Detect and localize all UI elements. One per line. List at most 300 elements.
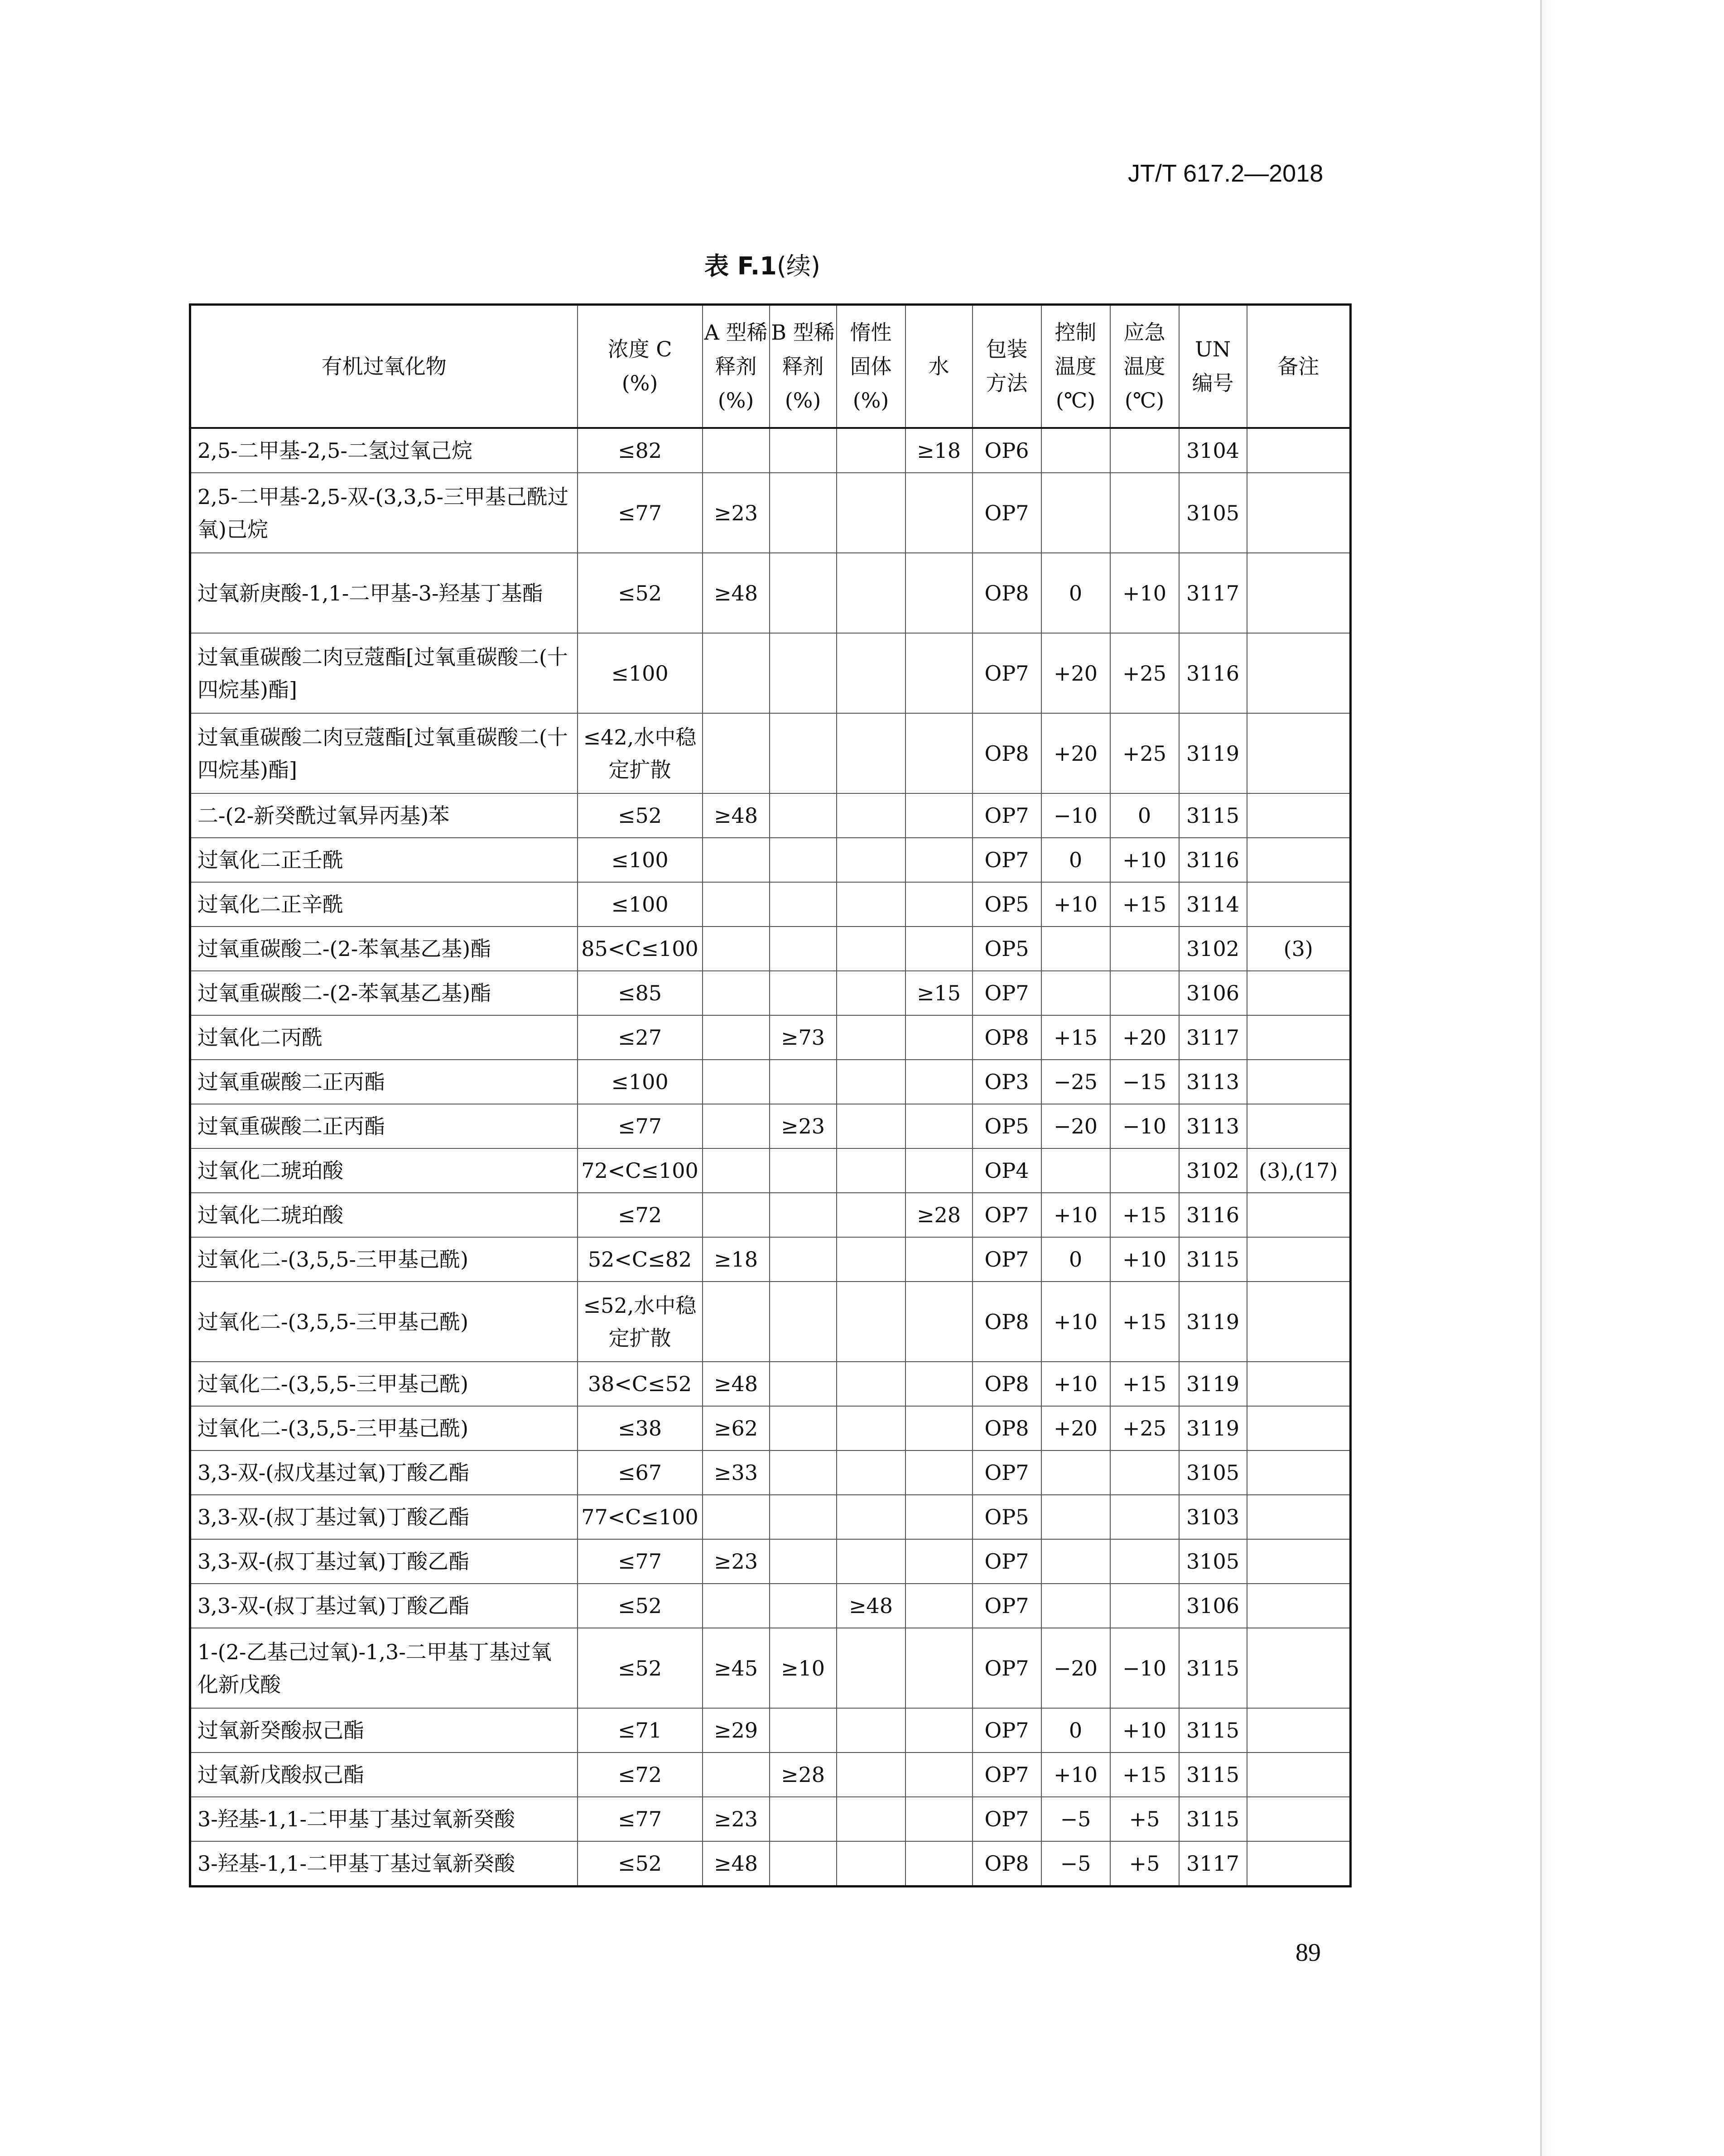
- cell-control-temp: +10: [1041, 882, 1110, 927]
- cell-water: [905, 793, 973, 838]
- cell-peroxide-name: 3,3-双-(叔戊基过氧)丁酸乙酯: [190, 1450, 578, 1495]
- cell-diluent-b: [770, 838, 837, 882]
- cell-control-temp: [1041, 1584, 1110, 1628]
- cell-remarks: [1247, 1450, 1351, 1495]
- header-control-temp: 控制 温度 (℃): [1041, 305, 1110, 428]
- cell-packing-method: OP8: [973, 1362, 1041, 1406]
- cell-packing-method: OP8: [973, 553, 1041, 633]
- cell-remarks: [1247, 713, 1351, 793]
- cell-inert-solid: [837, 793, 905, 838]
- cell-diluent-a: ≥18: [703, 1237, 770, 1282]
- cell-concentration: ≤77: [578, 1104, 703, 1148]
- cell-packing-method: OP7: [973, 473, 1041, 553]
- cell-peroxide-name: 过氧化二正壬酰: [190, 838, 578, 882]
- header-packing-method: 包装 方法: [973, 305, 1041, 428]
- cell-remarks: [1247, 1282, 1351, 1362]
- cell-diluent-b: [770, 713, 837, 793]
- cell-packing-method: OP7: [973, 838, 1041, 882]
- cell-packing-method: OP5: [973, 1495, 1041, 1539]
- cell-remarks: [1247, 1104, 1351, 1148]
- cell-un-number: 3104: [1179, 428, 1247, 473]
- cell-inert-solid: [837, 1362, 905, 1406]
- cell-remarks: [1247, 553, 1351, 633]
- table-row: [190, 428, 1351, 473]
- cell-inert-solid: [837, 1841, 905, 1887]
- cell-un-number: 3106: [1179, 971, 1247, 1015]
- table-caption-suffix: (续): [776, 252, 820, 280]
- cell-peroxide-name: 过氧重碳酸二-(2-苯氧基乙基)酯: [190, 927, 578, 971]
- cell-diluent-b: [770, 1060, 837, 1104]
- cell-packing-method: OP6: [973, 428, 1041, 473]
- cell-control-temp: +20: [1041, 1406, 1110, 1450]
- cell-remarks: [1247, 633, 1351, 713]
- cell-diluent-b: [770, 882, 837, 927]
- cell-concentration: 52<C≤82: [578, 1237, 703, 1282]
- cell-concentration: ≤52,水中稳定扩散: [578, 1282, 703, 1362]
- cell-emergency-temp: +15: [1110, 1282, 1179, 1362]
- cell-diluent-a: ≥48: [703, 1362, 770, 1406]
- cell-inert-solid: [837, 1282, 905, 1362]
- cell-concentration: ≤52: [578, 1584, 703, 1628]
- cell-remarks: [1247, 838, 1351, 882]
- table-row: [190, 1406, 1351, 1450]
- cell-diluent-b: [770, 473, 837, 553]
- cell-control-temp: [1041, 1148, 1110, 1193]
- cell-peroxide-name: 过氧新癸酸叔己酯: [190, 1708, 578, 1753]
- cell-un-number: 3115: [1179, 1237, 1247, 1282]
- cell-water: [905, 927, 973, 971]
- cell-water: ≥18: [905, 428, 973, 473]
- cell-control-temp: 0: [1041, 838, 1110, 882]
- header-un-number: UN 编号: [1179, 305, 1247, 428]
- table-body: [190, 428, 1351, 1887]
- table-row: [190, 633, 1351, 713]
- table-row: [190, 793, 1351, 838]
- cell-control-temp: [1041, 927, 1110, 971]
- cell-diluent-a: [703, 1282, 770, 1362]
- cell-un-number: 3115: [1179, 1708, 1247, 1753]
- cell-control-temp: −10: [1041, 793, 1110, 838]
- cell-emergency-temp: +25: [1110, 1406, 1179, 1450]
- table-row: [190, 1015, 1351, 1060]
- cell-inert-solid: [837, 838, 905, 882]
- cell-emergency-temp: +5: [1110, 1797, 1179, 1841]
- cell-diluent-a: ≥48: [703, 553, 770, 633]
- cell-packing-method: OP7: [973, 1753, 1041, 1797]
- cell-packing-method: OP8: [973, 1406, 1041, 1450]
- cell-packing-method: OP7: [973, 1193, 1041, 1237]
- table-row: [190, 713, 1351, 793]
- cell-control-temp: [1041, 1539, 1110, 1584]
- cell-inert-solid: [837, 473, 905, 553]
- cell-un-number: 3102: [1179, 927, 1247, 971]
- table-row: [190, 927, 1351, 971]
- cell-concentration: ≤52: [578, 793, 703, 838]
- table-row: [190, 971, 1351, 1015]
- cell-water: [905, 553, 973, 633]
- header-row: [190, 305, 1351, 428]
- cell-concentration: ≤100: [578, 1060, 703, 1104]
- cell-peroxide-name: 过氧重碳酸二肉豆蔻酯[过氧重碳酸二(十四烷基)酯]: [190, 713, 578, 793]
- cell-un-number: 3114: [1179, 882, 1247, 927]
- cell-un-number: 3105: [1179, 473, 1247, 553]
- cell-control-temp: +20: [1041, 713, 1110, 793]
- cell-diluent-a: [703, 1753, 770, 1797]
- cell-diluent-a: [703, 1148, 770, 1193]
- table-row: [190, 1753, 1351, 1797]
- cell-water: [905, 1628, 973, 1708]
- table-row: [190, 1148, 1351, 1193]
- cell-peroxide-name: 2,5-二甲基-2,5-双-(3,3,5-三甲基己酰过氧)己烷: [190, 473, 578, 553]
- cell-diluent-a: ≥62: [703, 1406, 770, 1450]
- cell-packing-method: OP7: [973, 1539, 1041, 1584]
- cell-packing-method: OP4: [973, 1148, 1041, 1193]
- table-row: [190, 1495, 1351, 1539]
- cell-diluent-a: ≥48: [703, 793, 770, 838]
- cell-water: [905, 1282, 973, 1362]
- cell-un-number: 3119: [1179, 713, 1247, 793]
- cell-un-number: 3119: [1179, 1362, 1247, 1406]
- cell-packing-method: OP5: [973, 1104, 1041, 1148]
- cell-un-number: 3116: [1179, 838, 1247, 882]
- cell-peroxide-name: 过氧重碳酸二正丙酯: [190, 1060, 578, 1104]
- cell-concentration: ≤100: [578, 633, 703, 713]
- cell-peroxide-name: 二-(2-新癸酰过氧异丙基)苯: [190, 793, 578, 838]
- table-row: [190, 1193, 1351, 1237]
- cell-remarks: [1247, 882, 1351, 927]
- table-row: [190, 1708, 1351, 1753]
- cell-inert-solid: [837, 1237, 905, 1282]
- header-concentration: 浓度 C (%): [578, 305, 703, 428]
- cell-un-number: 3105: [1179, 1450, 1247, 1495]
- cell-diluent-a: [703, 927, 770, 971]
- cell-concentration: 38<C≤52: [578, 1362, 703, 1406]
- cell-remarks: [1247, 1406, 1351, 1450]
- cell-packing-method: OP7: [973, 793, 1041, 838]
- table-row: [190, 1282, 1351, 1362]
- cell-control-temp: [1041, 1495, 1110, 1539]
- cell-un-number: 3115: [1179, 1753, 1247, 1797]
- header-diluent-a: A 型稀 释剂 (%): [703, 305, 770, 428]
- cell-control-temp: 0: [1041, 1708, 1110, 1753]
- cell-diluent-b: [770, 927, 837, 971]
- cell-emergency-temp: +10: [1110, 1237, 1179, 1282]
- cell-emergency-temp: +10: [1110, 1708, 1179, 1753]
- cell-peroxide-name: 过氧化二丙酰: [190, 1015, 578, 1060]
- cell-packing-method: OP5: [973, 927, 1041, 971]
- cell-diluent-b: ≥28: [770, 1753, 837, 1797]
- header-peroxide: 有机过氧化物: [190, 305, 578, 428]
- cell-packing-method: OP8: [973, 713, 1041, 793]
- cell-emergency-temp: +10: [1110, 553, 1179, 633]
- cell-remarks: [1247, 473, 1351, 553]
- cell-remarks: [1247, 1539, 1351, 1584]
- cell-diluent-a: [703, 713, 770, 793]
- cell-water: [905, 1362, 973, 1406]
- cell-emergency-temp: [1110, 428, 1179, 473]
- cell-diluent-a: [703, 1104, 770, 1148]
- cell-peroxide-name: 3-羟基-1,1-二甲基丁基过氧新癸酸: [190, 1797, 578, 1841]
- cell-un-number: 3105: [1179, 1539, 1247, 1584]
- table-row: [190, 1841, 1351, 1887]
- cell-water: [905, 882, 973, 927]
- cell-water: [905, 1495, 973, 1539]
- cell-concentration: ≤72: [578, 1753, 703, 1797]
- cell-peroxide-name: 过氧化二正辛酰: [190, 882, 578, 927]
- cell-water: [905, 1708, 973, 1753]
- cell-water: [905, 1753, 973, 1797]
- cell-peroxide-name: 过氧化二琥珀酸: [190, 1193, 578, 1237]
- cell-inert-solid: [837, 1104, 905, 1148]
- cell-emergency-temp: +15: [1110, 1193, 1179, 1237]
- cell-diluent-b: [770, 1450, 837, 1495]
- cell-inert-solid: [837, 882, 905, 927]
- cell-remarks: [1247, 1495, 1351, 1539]
- cell-peroxide-name: 过氧化二-(3,5,5-三甲基己酰): [190, 1362, 578, 1406]
- cell-diluent-a: [703, 838, 770, 882]
- cell-peroxide-name: 3,3-双-(叔丁基过氧)丁酸乙酯: [190, 1584, 578, 1628]
- cell-inert-solid: [837, 1539, 905, 1584]
- cell-inert-solid: [837, 1015, 905, 1060]
- cell-control-temp: −5: [1041, 1841, 1110, 1887]
- cell-diluent-b: [770, 1362, 837, 1406]
- cell-peroxide-name: 2,5-二甲基-2,5-二氢过氧己烷: [190, 428, 578, 473]
- cell-diluent-b: [770, 1841, 837, 1887]
- cell-emergency-temp: [1110, 971, 1179, 1015]
- cell-remarks: [1247, 1193, 1351, 1237]
- cell-peroxide-name: 过氧化二琥珀酸: [190, 1148, 578, 1193]
- table-row: [190, 1797, 1351, 1841]
- cell-concentration: ≤100: [578, 838, 703, 882]
- page-number: 89: [1295, 1939, 1321, 1967]
- cell-control-temp: −20: [1041, 1104, 1110, 1148]
- cell-remarks: [1247, 1841, 1351, 1887]
- cell-concentration: ≤72: [578, 1193, 703, 1237]
- cell-concentration: ≤77: [578, 1797, 703, 1841]
- cell-packing-method: OP7: [973, 971, 1041, 1015]
- cell-inert-solid: [837, 1495, 905, 1539]
- cell-diluent-a: ≥23: [703, 473, 770, 553]
- cell-water: [905, 1148, 973, 1193]
- cell-control-temp: +15: [1041, 1015, 1110, 1060]
- cell-inert-solid: [837, 971, 905, 1015]
- cell-concentration: 72<C≤100: [578, 1148, 703, 1193]
- cell-peroxide-name: 过氧重碳酸二正丙酯: [190, 1104, 578, 1148]
- table-caption: [704, 247, 820, 282]
- cell-control-temp: [1041, 971, 1110, 1015]
- cell-packing-method: OP7: [973, 1708, 1041, 1753]
- cell-concentration: ≤52: [578, 1841, 703, 1887]
- cell-diluent-b: [770, 633, 837, 713]
- cell-peroxide-name: 3-羟基-1,1-二甲基丁基过氧新癸酸: [190, 1841, 578, 1887]
- cell-packing-method: OP7: [973, 1584, 1041, 1628]
- cell-remarks: [1247, 793, 1351, 838]
- cell-concentration: ≤52: [578, 1628, 703, 1708]
- cell-remarks: (3),(17): [1247, 1148, 1351, 1193]
- cell-emergency-temp: +15: [1110, 1753, 1179, 1797]
- cell-emergency-temp: +10: [1110, 838, 1179, 882]
- cell-emergency-temp: [1110, 927, 1179, 971]
- table-row: [190, 1104, 1351, 1148]
- table-row: [190, 1584, 1351, 1628]
- cell-water: [905, 1104, 973, 1148]
- cell-diluent-a: ≥29: [703, 1708, 770, 1753]
- cell-diluent-b: [770, 1797, 837, 1841]
- header-diluent-b: B 型稀 释剂 (%): [770, 305, 837, 428]
- cell-water: [905, 1060, 973, 1104]
- cell-inert-solid: [837, 553, 905, 633]
- cell-emergency-temp: +25: [1110, 633, 1179, 713]
- cell-packing-method: OP7: [973, 1797, 1041, 1841]
- cell-control-temp: +10: [1041, 1282, 1110, 1362]
- cell-emergency-temp: [1110, 473, 1179, 553]
- cell-diluent-a: [703, 633, 770, 713]
- cell-concentration: ≤38: [578, 1406, 703, 1450]
- cell-remarks: [1247, 1628, 1351, 1708]
- cell-un-number: 3116: [1179, 1193, 1247, 1237]
- cell-control-temp: +10: [1041, 1362, 1110, 1406]
- cell-remarks: [1247, 1060, 1351, 1104]
- table-row: [190, 1450, 1351, 1495]
- cell-diluent-a: ≥48: [703, 1841, 770, 1887]
- cell-peroxide-name: 过氧化二-(3,5,5-三甲基己酰): [190, 1406, 578, 1450]
- cell-water: ≥28: [905, 1193, 973, 1237]
- cell-concentration: ≤52: [578, 553, 703, 633]
- cell-control-temp: +20: [1041, 633, 1110, 713]
- cell-remarks: [1247, 428, 1351, 473]
- cell-remarks: [1247, 971, 1351, 1015]
- cell-diluent-a: ≥45: [703, 1628, 770, 1708]
- cell-control-temp: −20: [1041, 1628, 1110, 1708]
- cell-emergency-temp: [1110, 1584, 1179, 1628]
- cell-peroxide-name: 过氧重碳酸二-(2-苯氧基乙基)酯: [190, 971, 578, 1015]
- table-row: [190, 1060, 1351, 1104]
- cell-water: [905, 633, 973, 713]
- cell-control-temp: 0: [1041, 1237, 1110, 1282]
- cell-packing-method: OP8: [973, 1015, 1041, 1060]
- cell-diluent-a: ≥23: [703, 1797, 770, 1841]
- cell-emergency-temp: [1110, 1539, 1179, 1584]
- cell-concentration: ≤77: [578, 473, 703, 553]
- cell-water: [905, 1539, 973, 1584]
- cell-diluent-b: [770, 553, 837, 633]
- cell-inert-solid: [837, 633, 905, 713]
- cell-emergency-temp: +25: [1110, 713, 1179, 793]
- cell-inert-solid: [837, 927, 905, 971]
- cell-peroxide-name: 1-(2-乙基己过氧)-1,3-二甲基丁基过氧化新戊酸: [190, 1628, 578, 1708]
- document-id: JT/T 617.2—2018: [1128, 160, 1324, 187]
- cell-remarks: [1247, 1708, 1351, 1753]
- cell-emergency-temp: +20: [1110, 1015, 1179, 1060]
- cell-water: [905, 713, 973, 793]
- cell-packing-method: OP7: [973, 1450, 1041, 1495]
- cell-diluent-b: [770, 1193, 837, 1237]
- cell-concentration: ≤67: [578, 1450, 703, 1495]
- cell-emergency-temp: 0: [1110, 793, 1179, 838]
- cell-water: [905, 838, 973, 882]
- cell-un-number: 3116: [1179, 633, 1247, 713]
- cell-diluent-b: [770, 971, 837, 1015]
- table-row: [190, 882, 1351, 927]
- cell-control-temp: +10: [1041, 1753, 1110, 1797]
- cell-peroxide-name: 3,3-双-(叔丁基过氧)丁酸乙酯: [190, 1539, 578, 1584]
- cell-concentration: ≤71: [578, 1708, 703, 1753]
- cell-un-number: 3115: [1179, 1628, 1247, 1708]
- cell-diluent-a: [703, 1584, 770, 1628]
- cell-emergency-temp: [1110, 1495, 1179, 1539]
- cell-inert-solid: [837, 1708, 905, 1753]
- cell-concentration: ≤42,水中稳定扩散: [578, 713, 703, 793]
- cell-remarks: [1247, 1237, 1351, 1282]
- cell-remarks: [1247, 1753, 1351, 1797]
- cell-emergency-temp: −10: [1110, 1104, 1179, 1148]
- cell-emergency-temp: +15: [1110, 882, 1179, 927]
- cell-water: [905, 1584, 973, 1628]
- cell-inert-solid: [837, 1450, 905, 1495]
- cell-diluent-b: [770, 1237, 837, 1282]
- header-emergency-temp: 应急 温度 (℃): [1110, 305, 1179, 428]
- cell-water: [905, 1237, 973, 1282]
- cell-un-number: 3102: [1179, 1148, 1247, 1193]
- cell-packing-method: OP3: [973, 1060, 1041, 1104]
- peroxide-table: [189, 303, 1352, 1887]
- cell-water: ≥15: [905, 971, 973, 1015]
- cell-diluent-b: [770, 1406, 837, 1450]
- cell-concentration: ≤82: [578, 428, 703, 473]
- cell-water: [905, 1406, 973, 1450]
- cell-packing-method: OP7: [973, 633, 1041, 713]
- cell-remarks: [1247, 1584, 1351, 1628]
- cell-inert-solid: [837, 1060, 905, 1104]
- cell-diluent-b: ≥23: [770, 1104, 837, 1148]
- cell-diluent-b: [770, 793, 837, 838]
- cell-control-temp: [1041, 1450, 1110, 1495]
- cell-control-temp: −5: [1041, 1797, 1110, 1841]
- cell-packing-method: OP7: [973, 1628, 1041, 1708]
- cell-diluent-b: ≥73: [770, 1015, 837, 1060]
- cell-remarks: [1247, 1797, 1351, 1841]
- cell-emergency-temp: −10: [1110, 1628, 1179, 1708]
- cell-diluent-a: ≥33: [703, 1450, 770, 1495]
- cell-concentration: 85<C≤100: [578, 927, 703, 971]
- table-row: [190, 1539, 1351, 1584]
- cell-inert-solid: ≥48: [837, 1584, 905, 1628]
- table-row: [190, 1237, 1351, 1282]
- cell-un-number: 3106: [1179, 1584, 1247, 1628]
- cell-diluent-b: [770, 428, 837, 473]
- cell-diluent-a: [703, 971, 770, 1015]
- cell-water: [905, 1797, 973, 1841]
- cell-inert-solid: [837, 1148, 905, 1193]
- cell-control-temp: 0: [1041, 553, 1110, 633]
- cell-diluent-b: [770, 1708, 837, 1753]
- cell-diluent-a: [703, 428, 770, 473]
- table-row: [190, 553, 1351, 633]
- cell-un-number: 3119: [1179, 1406, 1247, 1450]
- cell-inert-solid: [837, 713, 905, 793]
- cell-un-number: 3117: [1179, 1015, 1247, 1060]
- cell-diluent-b: ≥10: [770, 1628, 837, 1708]
- cell-diluent-b: [770, 1495, 837, 1539]
- cell-un-number: 3117: [1179, 553, 1247, 633]
- cell-concentration: 77<C≤100: [578, 1495, 703, 1539]
- cell-emergency-temp: +5: [1110, 1841, 1179, 1887]
- cell-peroxide-name: 过氧化二-(3,5,5-三甲基己酰): [190, 1282, 578, 1362]
- table-row: [190, 838, 1351, 882]
- cell-emergency-temp: −15: [1110, 1060, 1179, 1104]
- cell-control-temp: [1041, 428, 1110, 473]
- cell-diluent-a: [703, 1015, 770, 1060]
